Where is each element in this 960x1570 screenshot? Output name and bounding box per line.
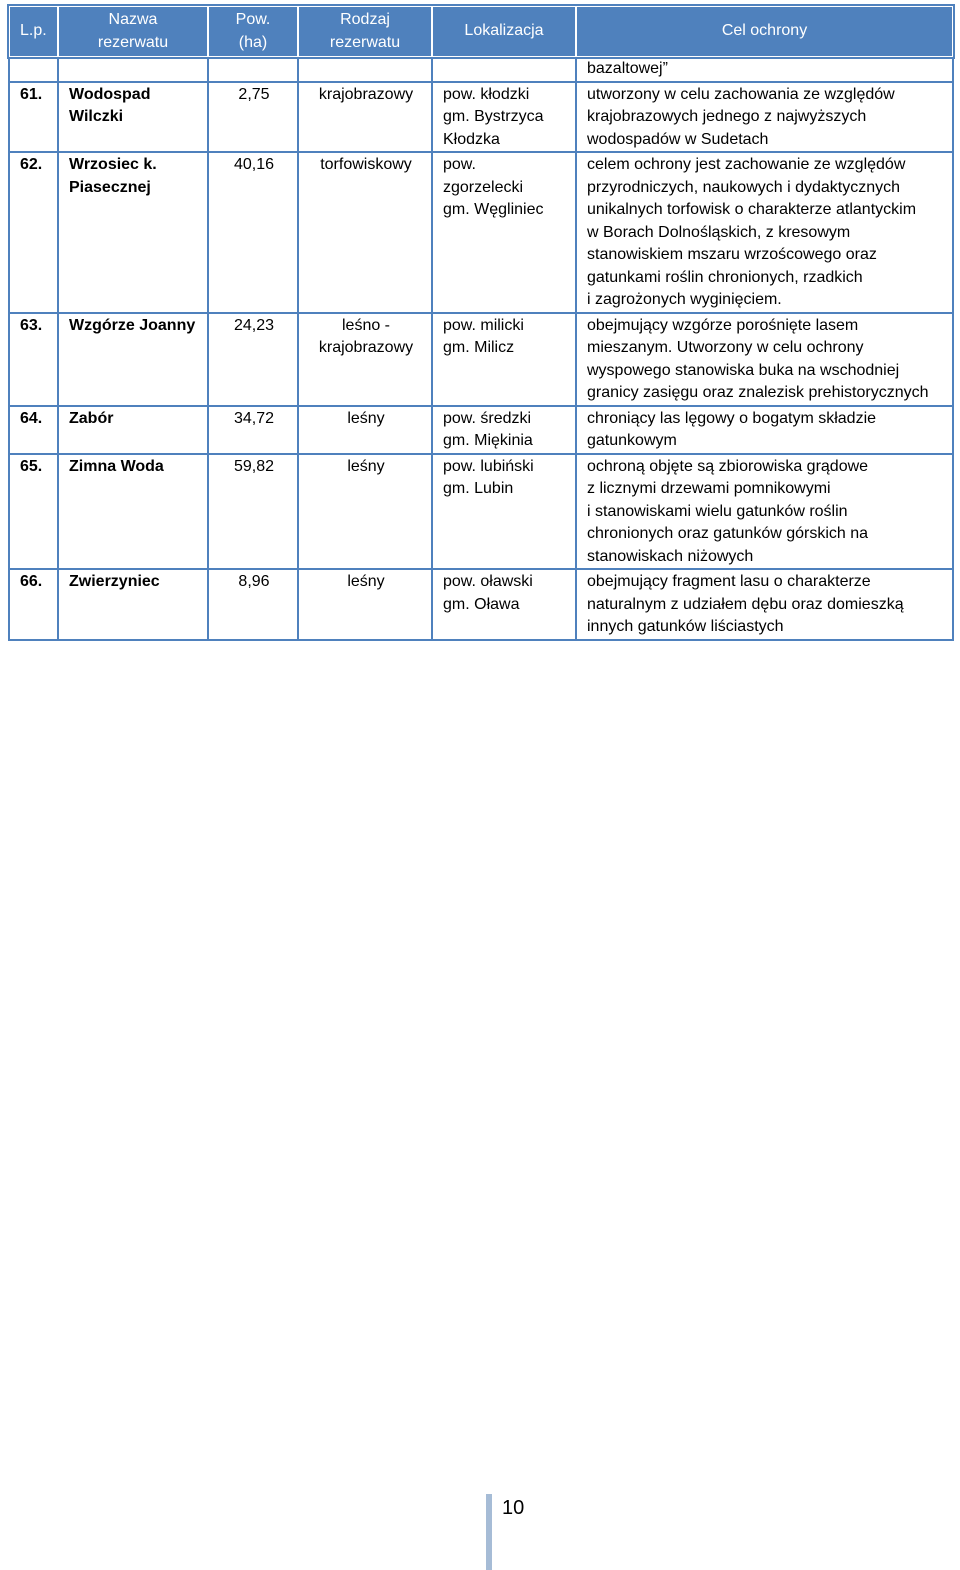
type-cell-line: leśny [347, 409, 385, 427]
goal-cell-line: i stanowiskami wielu gatunków roślin [587, 502, 848, 520]
type-cell-line: leśny [347, 573, 385, 590]
location-cell-line: pow. milicki [443, 316, 524, 334]
goal-cell-line: celem ochrony jest zachowanie ze względów [587, 156, 906, 173]
header-location [432, 6, 576, 57]
goal-cell [576, 569, 953, 640]
lp-cell: 62. [9, 152, 58, 313]
location-cell-line: gm. Bystrzyca [443, 108, 544, 125]
type-cell-line: leśny [347, 457, 385, 475]
type-cell [298, 82, 432, 153]
continuation-location-cell [432, 57, 576, 82]
reserve-name-cell-line: Wrzosiec k. [69, 156, 157, 173]
goal-cell-line: unikalnych torfowisk o charakterze atlantyckim [587, 201, 917, 218]
area-cell: 34,72 [208, 406, 298, 454]
reserve-name-cell-line: Zabór [69, 409, 114, 427]
location-cell [432, 454, 576, 570]
reserve-name-cell [58, 569, 208, 640]
footer-accent-bar [486, 1494, 492, 1570]
header-area-line: (ha) [238, 33, 268, 51]
type-cell [298, 152, 432, 313]
location-cell-line: zgorzelecki [443, 178, 524, 196]
continuation-lp-cell [9, 57, 58, 82]
type-cell [298, 569, 432, 640]
type-cell-line: torfowiskowy [320, 156, 412, 173]
reserves-table [8, 5, 954, 641]
table-row [9, 454, 953, 570]
table-row [9, 152, 953, 313]
goal-cell-line: obejmujący wzgórze porośnięte lasem [587, 316, 859, 334]
table-row [9, 569, 953, 640]
goal-cell-line: stanowiskach niżowych [587, 547, 754, 565]
header-type-line: Rodzaj [340, 11, 390, 28]
header-lp-line: L.p. [20, 22, 47, 40]
goal-cell [576, 82, 953, 153]
location-cell [432, 569, 576, 640]
page-footer [486, 1494, 546, 1570]
goal-cell-line: i zagrożonych wyginięciem. [587, 291, 782, 308]
type-cell [298, 454, 432, 570]
goal-cell-line: stanowiskiem mszaru wrzoścowego oraz [587, 246, 877, 263]
type-cell-line: krajobrazowy [318, 339, 414, 356]
goal-cell-line: utworzony w celu zachowania ze względów [587, 85, 895, 103]
reserve-name-cell-line: Wzgórze Joanny [69, 316, 196, 334]
location-cell-line: gm. Milicz [443, 339, 515, 356]
goal-cell-line: chroniący las lęgowy o bogatym składzie [587, 409, 877, 427]
goal-cell-line: przyrodniczych, naukowych i dydaktycznych [587, 178, 901, 196]
goal-cell-line: chronionych oraz gatunków górskich na [587, 525, 869, 542]
lp-cell: 65. [9, 454, 58, 570]
location-cell-line: pow. oławski [443, 573, 533, 590]
area-cell: 8,96 [208, 569, 298, 640]
type-cell [298, 313, 432, 406]
header-area-line: Pow. [235, 11, 271, 28]
lp-cell: 63. [9, 313, 58, 406]
continuation-area-cell [208, 57, 298, 82]
header-location-line: Lokalizacja [464, 22, 544, 40]
type-cell [298, 406, 432, 454]
reserve-name-cell [58, 82, 208, 153]
header-row [9, 6, 953, 57]
goal-cell [576, 454, 953, 570]
header-goal-line: Cel ochrony [721, 22, 808, 40]
header-type-line: rezerwatu [329, 33, 401, 51]
lp-cell: 61. [9, 82, 58, 153]
type-cell-line: krajobrazowy [318, 85, 414, 103]
goal-cell-line: wodospadów w Sudetach [587, 130, 769, 148]
location-cell [432, 82, 576, 153]
goal-cell-line: w Borach Dolnośląskich, z kresowym [587, 223, 851, 241]
continuation-goal-cell: bazaltowej” [576, 57, 953, 82]
goal-cell-line: mieszanym. Utworzony w celu ochrony [587, 339, 864, 356]
goal-cell-line: wyspowego stanowiska buka na wschodniej [587, 361, 900, 379]
area-cell: 59,82 [208, 454, 298, 570]
goal-cell-line: ochroną objęte są zbiorowiska grądowe [587, 457, 869, 475]
continuation-name-cell [58, 57, 208, 82]
type-cell-line: leśno - [341, 316, 391, 334]
location-cell-line: pow. lubiński [443, 457, 534, 475]
location-cell-line: Kłodzka [443, 130, 500, 148]
table-body [9, 57, 953, 640]
goal-cell-line: z licznymi drzewami pomnikowymi [587, 480, 831, 497]
reserve-name-cell [58, 152, 208, 313]
area-cell: 24,23 [208, 313, 298, 406]
reserve-name-cell-line: Wodospad [69, 85, 151, 103]
location-cell [432, 152, 576, 313]
goal-cell-line: gatunkami roślin chronionych, rzadkich [587, 268, 863, 286]
goal-cell-line: naturalnym z udziałem dębu oraz domieszką [587, 595, 904, 613]
reserve-name-cell [58, 313, 208, 406]
area-cell: 40,16 [208, 152, 298, 313]
location-cell-line: pow. kłodzki [443, 85, 530, 103]
location-cell [432, 313, 576, 406]
area-cell: 2,75 [208, 82, 298, 153]
header-area [208, 6, 298, 57]
header-goal [576, 6, 953, 57]
table-header [9, 6, 953, 57]
location-cell-line: gm. Oława [443, 595, 520, 613]
header-name-line: rezerwatu [97, 33, 169, 51]
reserve-name-cell [58, 406, 208, 454]
location-cell-line: gm. Węgliniec [443, 201, 544, 218]
table-row [9, 406, 953, 454]
goal-cell-line: gatunkowym [587, 432, 677, 449]
table-row [9, 82, 953, 153]
reserve-name-cell-line: Wilczki [69, 108, 124, 125]
location-cell-line: pow. [443, 156, 476, 173]
header-name [58, 6, 208, 57]
goal-cell-line: innych gatunków liściastych [587, 618, 784, 635]
goal-cell-line: obejmujący fragment lasu o charakterze [587, 573, 871, 590]
page-number: 10 [502, 1497, 525, 1519]
goal-cell [576, 406, 953, 454]
reserve-name-cell-line: Zwierzyniec [69, 573, 160, 590]
reserve-name-cell-line: Zimna Woda [69, 457, 164, 475]
location-cell-line: gm. Miękinia [443, 432, 533, 449]
continuation-type-cell [298, 57, 432, 82]
lp-cell: 66. [9, 569, 58, 640]
lp-cell: 64. [9, 406, 58, 454]
goal-cell-line: granicy zasięgu oraz znalezisk prehistorycznych [587, 384, 929, 401]
header-name-line: Nazwa [108, 11, 158, 28]
location-cell [432, 406, 576, 454]
location-cell-line: gm. Lubin [443, 480, 514, 497]
continuation-row [9, 57, 953, 82]
reserve-name-cell-line: Piasecznej [69, 178, 151, 196]
header-type [298, 6, 432, 57]
header-lp [9, 6, 58, 57]
table-row [9, 313, 953, 406]
goal-cell-line: krajobrazowych jednego z najwyższych [587, 108, 867, 125]
goal-cell [576, 152, 953, 313]
reserve-name-cell [58, 454, 208, 570]
location-cell-line: pow. średzki [443, 409, 532, 427]
goal-cell [576, 313, 953, 406]
